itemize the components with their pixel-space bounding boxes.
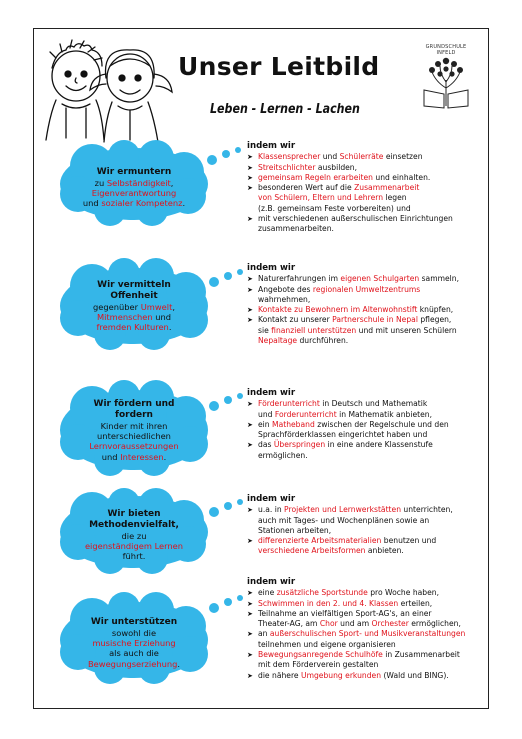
section-list [247,388,487,461]
cloud-heading: Wir vermitteln [97,280,171,290]
section-list [247,263,487,346]
cloud-heading: Wir unterstützen [90,617,178,627]
section-intro: indem wir [247,263,296,273]
cloud-heading: Wir fördern und [93,399,175,409]
list-item: ➤ Förderunterricht in Deutsch und Mathematik und Forderunterricht in Mathematik anbieten, [247,399,432,419]
list-item: ➤ an außerschulischen Sport- und Musikveranstaltungen teilnehmen und eigene organisieren [247,629,466,649]
list-item: ➤ differenzierte Arbeitsmaterialien benutzen und verschiedene Arbeitsformen anbieten. [247,536,437,556]
thought-dots [208,496,248,518]
section-list [247,577,487,681]
children-illustration [38,38,174,150]
list-item: ➤ Teilnahme an vielfältigen Sport-AG's, an einer Theater-AG, am Chor und am Orchester ermöglichen, [247,608,461,629]
list-item: ➤ u.a. in Projekten und Lernwerkstätten unterrichten, auch mit Tages- und Wochenplänen sowie an Stationen arbeiten, [247,505,453,535]
list-item: ➤ Streitschlichter ausbilden, [247,162,358,172]
section-intro: indem wir [247,388,296,398]
thought-dots [208,390,248,412]
cloud-heading: Wir ermuntern [96,167,172,177]
cloud-heading: Wir bieten [107,509,161,519]
section-intro: indem wir [247,494,296,504]
section-list [247,141,487,235]
thought-cloud: Wir bieten Methodenvielfalt, die zu eigenständigem Lernen führt. [52,488,216,574]
list-item: ➤ ein Matheband zwischen der Regelschule und den Sprachförderklassen eingerichtet haben und [247,419,449,440]
page-title: Unser Leitbild [178,52,380,81]
page-subtitle: Leben - Lernen - Lachen [210,102,360,117]
list-item: ➤ Schwimmen in den 2. und 4. Klassen erteilen, [247,598,433,608]
list-item: ➤ Naturerfahrungen im eigenen Schulgarten sammeln, [247,274,460,284]
list-item: ➤ das Überspringen in eine andere Klassenstufe ermöglichen. [247,440,433,460]
thought-cloud: Wir ermuntern zu Selbständigkeit, Eigenverantwortung und sozialer Kompetenz. [52,140,216,226]
list-item: ➤ eine zusätzliche Sportstunde pro Woche haben, [247,588,440,598]
list-item: ➤ gemeinsam Regeln erarbeiten und einhalten. [247,172,431,182]
list-item: ➤ Bewegungsanregende Schulhöfe in Zusammenarbeit mit dem Förderverein gestalten [247,650,460,670]
thought-dots [208,266,248,288]
list-item: ➤ mit verschiedenen außerschulischen Einrichtungen zusammenarbeiten. [247,214,453,234]
thought-dots [208,592,248,614]
list-item: ➤ besonderen Wert auf die Zusammenarbeit von Schülern, Eltern und Lehrern legen (z.B. gemeinsam Feste vorbereiten) und [247,183,420,213]
thought-cloud: Wir fördern und fordern Kinder mit ihren unterschiedlichen Lernvoraussetzungen und Interessen. [52,380,216,476]
list-item: ➤ Angebote des regionalen Umweltzentrums wahrnehmen, [247,284,421,304]
list-item: ➤ Kontakt zu unserer Partnerschule in Nepal pflegen, sie finanziell unterstützen und mit unseren Schülern Nepaltage durchführen. [247,315,457,346]
thought-cloud: Wir unterstützen sowohl die musische Erziehung als auch die Bewegungserziehung. [52,592,216,684]
thought-dots [206,144,246,166]
list-item: ➤ Kontakte zu Bewohnern im Altenwohnstift knüpfen, [247,305,454,315]
section-list [247,494,487,557]
list-item: ➤ Klassensprecher und Schülerräte einsetzen [247,152,423,162]
list-item: ➤ die nähere Umgebung erkunden (Wald und BING). [247,670,449,680]
logo-text: GRUNDSCHULE INFELD [425,44,467,56]
section-intro: indem wir [247,141,296,151]
section-intro: indem wir [247,577,296,587]
thought-cloud: Wir vermitteln Offenheit gegenüber Umwelt, Mitmenschen und fremden Kulturen. [52,258,216,350]
